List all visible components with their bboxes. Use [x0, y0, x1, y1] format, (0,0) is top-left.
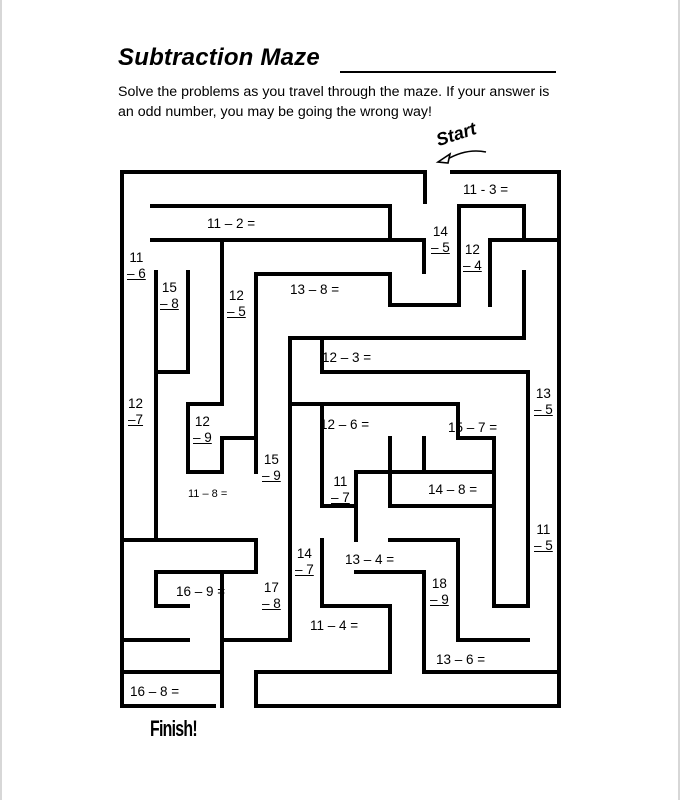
problem-12-3: 12 – 3 = [322, 350, 372, 365]
problem-17-8: 17 – 8 [262, 580, 281, 611]
problem-15-8: 15 – 8 [160, 280, 179, 311]
problem-12-4: 12 – 4 [463, 242, 482, 273]
problem-12-5: 12 – 5 [227, 288, 246, 319]
problem-11-8: 11 – 8 = [188, 488, 228, 500]
start-label: Start [433, 118, 479, 151]
problem-15-7: 15 – 7 = [448, 420, 498, 435]
problem-13-5: 13 – 5 [534, 386, 553, 417]
problem-13-8: 13 – 8 = [290, 282, 340, 297]
problem-11-6: 11 – 6 [127, 250, 146, 281]
problem-12-7: 12 –7 [128, 396, 144, 427]
finish-label: Finish! [150, 716, 197, 741]
problem-12-9: 12 – 9 [193, 414, 212, 445]
worksheet-title: Subtraction Maze [118, 44, 320, 71]
instructions: Solve the problems as you travel through the maze. If your answer is an odd number, you may be going the wrong way! [118, 84, 550, 120]
curved-arrow-icon [438, 151, 486, 163]
problem-14-7: 14 – 7 [295, 546, 314, 577]
problem-11-3: 11 - 3 = [463, 182, 509, 197]
problem-13-4: 13 – 4 = [345, 552, 395, 567]
problem-14-8: 14 – 8 = [428, 482, 478, 497]
problem-16-8: 16 – 8 = [130, 684, 180, 699]
problem-12-6: 12 – 6 = [320, 417, 370, 432]
problem-15-9: 15 – 9 [262, 452, 281, 483]
problem-16-9: 16 – 9 = [176, 584, 226, 599]
problem-11-5: 11 – 5 [534, 522, 553, 553]
problem-13-6: 13 – 6 = [436, 652, 486, 667]
problem-11-7: 11 – 7 [331, 474, 350, 505]
problem-11-4: 11 – 4 = [310, 618, 359, 633]
problem-11-2: 11 – 2 = [207, 216, 256, 231]
problem-18-9: 18 – 9 [430, 576, 449, 607]
problem-14-5: 14 – 5 [431, 224, 450, 255]
